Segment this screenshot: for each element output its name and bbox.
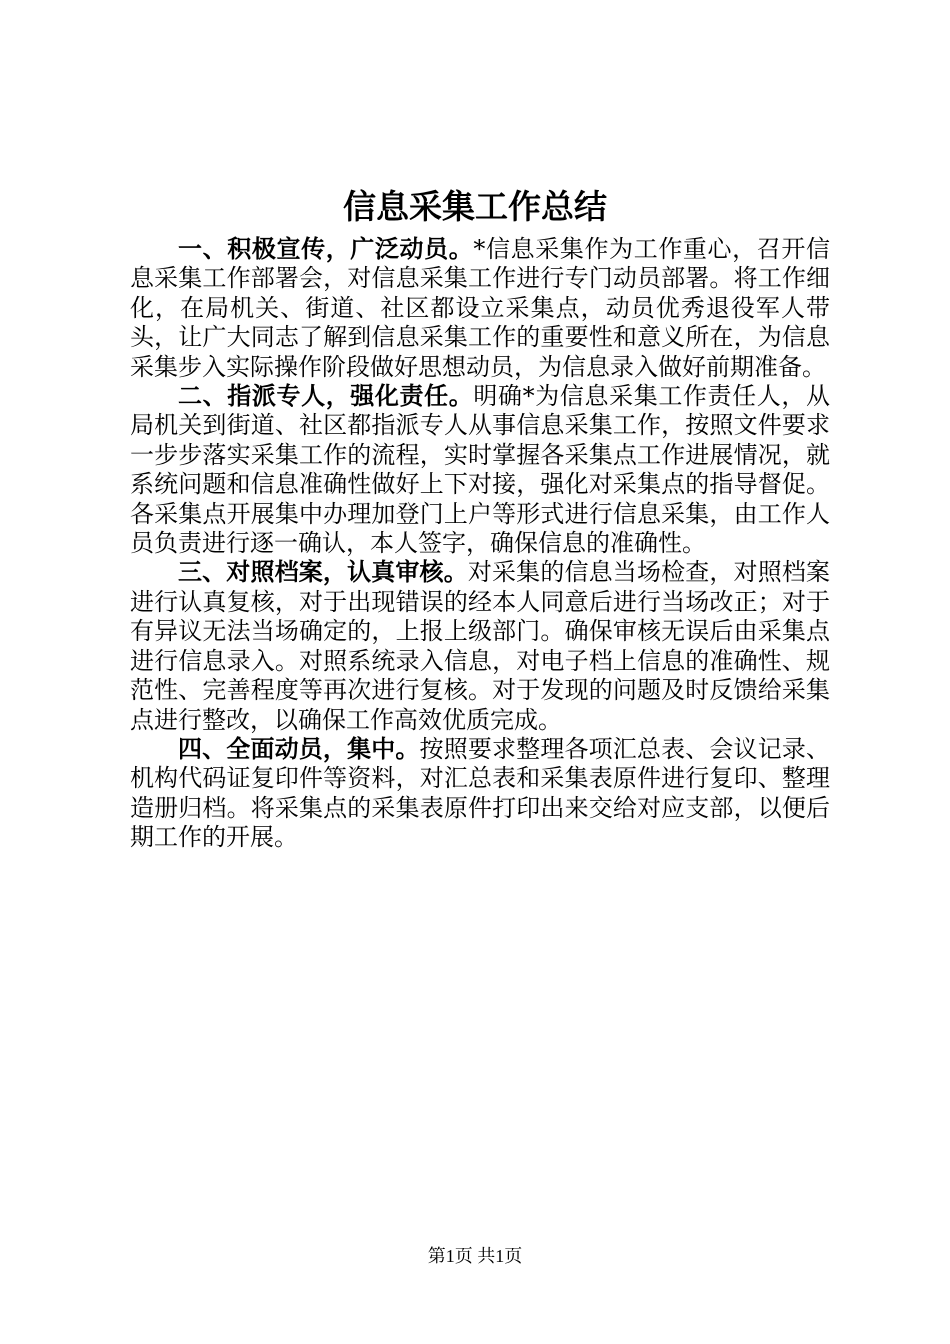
paragraph-3-heading: 三、对照档案，认真审核。	[178, 558, 468, 587]
paragraph-4-heading: 四、全面动员，集中。	[178, 734, 420, 763]
paragraph-3	[130, 558, 830, 734]
paragraph-1-text: *信息采集作为工作重心，召开信息采集工作部署会，对信息采集工作进行专门动员部署。将工作细化，在局机关、街道、社区都设立采集点，动员优秀退役军人带头，让广大同志了解到信息采集工作的重要性和意义所在，为信息采集步入实际操作阶段做好思想动员，为信息录入做好前期准备。	[130, 235, 831, 381]
document-title: 信息采集工作总结	[343, 187, 607, 226]
paragraph-2-text: 明确*为信息采集工作责任人，从局机关到街道、社区都指派专人从事信息采集工作，按照文件要求一步步落实采集工作的流程，实时掌握各采集点工作进展情况，就系统问题和信息准确性做好上下对接，强化对采集点的指导督促。各采集点开展集中办理加登门上户等形式进行信息采集，由工作人员负责进行逐一确认，本人签字，确保信息的准确性。	[130, 382, 831, 558]
paragraph-1	[130, 235, 830, 382]
paragraph-2	[130, 382, 830, 558]
document-body	[130, 235, 830, 853]
paragraph-4	[130, 735, 830, 853]
paragraph-1-heading: 一、积极宣传，广泛动员。	[178, 235, 474, 263]
paragraph-4-text: 按照要求整理各项汇总表、会议记录、机构代码证复印件等资料，对汇总表和采集表原件进行复印、整理造册归档。将采集点的采集表原件打印出来交给对应支部，以便后期工作的开展。	[130, 734, 831, 852]
paragraph-3-text: 对采集的信息当场检查，对照档案进行认真复核，对于出现错误的经本人同意后进行当场改正；对于有异议无法当场确定的，上报上级部门。确保审核无误后由采集点进行信息录入。对照系统录入信息，对电子档上信息的准确性、规范性、完善程度等再次进行复核。对于发现的问题及时反馈给采集点进行整改，以确保工作高效优质完成。	[130, 558, 831, 734]
page-number-footer: 第1页 共1页	[427, 1246, 523, 1266]
paragraph-2-heading: 二、指派专人，强化责任。	[178, 382, 474, 411]
